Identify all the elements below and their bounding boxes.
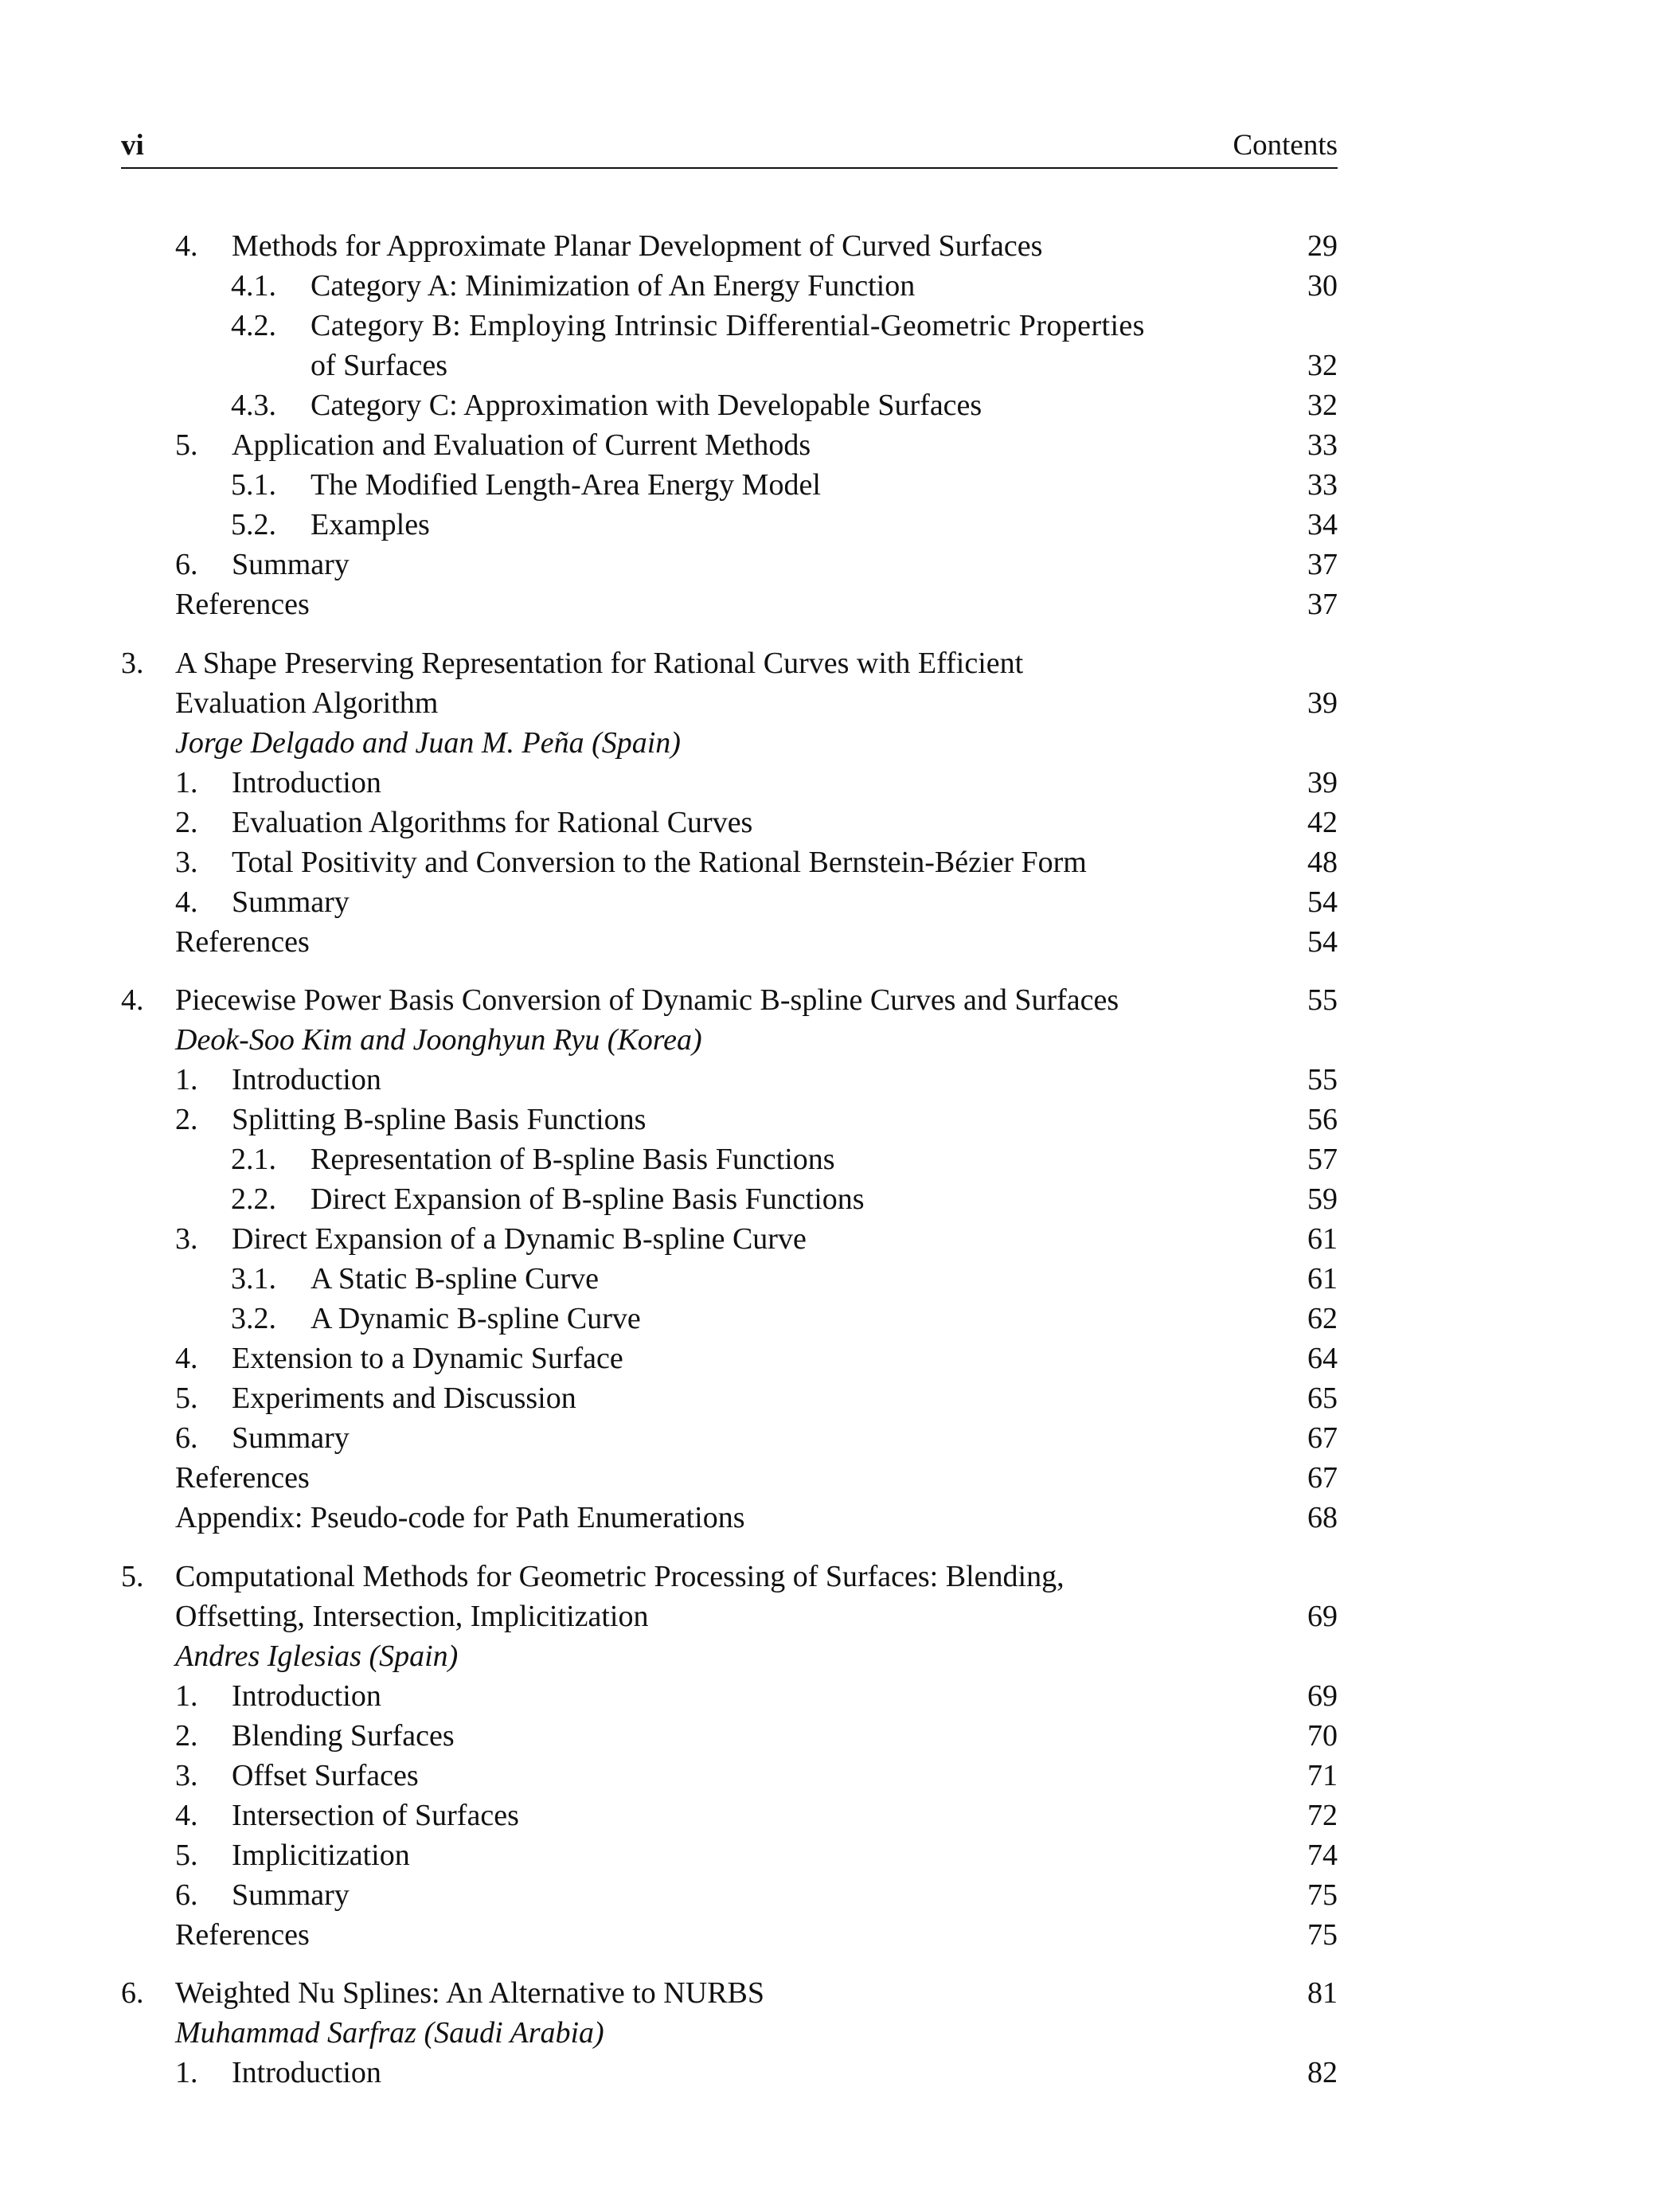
toc-chapter-author: Deok-Soo Kim and Joonghyun Ryu (Korea): [175, 1023, 702, 1057]
toc-section[interactable]: 2. Evaluation Algorithms for Rational Curves 42: [175, 806, 1338, 839]
toc-subsection[interactable]: 3.1. A Static B-spline Curve 61: [231, 1262, 1338, 1296]
toc-section[interactable]: 3. Total Positivity and Conversion to the Rational Bernstein-Bézier Form 48: [175, 846, 1338, 879]
toc-subsection[interactable]: 4.2. Category B: Employing Intrinsic Differential-Geometric Properties: [231, 309, 1145, 342]
toc-chapter[interactable]: 4. Piecewise Power Basis Conversion of Dynamic B-spline Curves and Surfaces 55: [121, 983, 1338, 1017]
toc-references[interactable]: References 75: [175, 1918, 1338, 1952]
toc-chapter[interactable]: 6. Weighted Nu Splines: An Alternative to NURBS 81: [121, 1976, 1338, 2010]
toc-section[interactable]: 3. Direct Expansion of a Dynamic B-spline Curve 61: [175, 1222, 1338, 1256]
toc-section[interactable]: 2. Splitting B-spline Basis Functions 56: [175, 1103, 1338, 1136]
toc-appendix[interactable]: Appendix: Pseudo-code for Path Enumerations 68: [175, 1501, 1338, 1534]
toc-subsection[interactable]: 2.2. Direct Expansion of B-spline Basis Functions 59: [231, 1182, 1338, 1216]
toc-subsection[interactable]: 4.1. Category A: Minimization of An Energy Function 30: [231, 269, 1338, 303]
toc-section[interactable]: 5. Experiments and Discussion 65: [175, 1382, 1338, 1415]
toc-section[interactable]: 1. Introduction 69: [175, 1679, 1338, 1713]
toc-section[interactable]: 6. Summary 75: [175, 1878, 1338, 1912]
toc-section[interactable]: 6. Summary 67: [175, 1421, 1338, 1455]
toc-references[interactable]: References 67: [175, 1461, 1338, 1495]
toc-section[interactable]: 4. Methods for Approximate Planar Development of Curved Surfaces 29: [175, 229, 1338, 263]
toc-subsection[interactable]: 5.2. Examples 34: [231, 508, 1338, 541]
toc-chapter[interactable]: 3. A Shape Preserving Representation for Rational Curves with Efficient: [121, 647, 1024, 680]
toc-subsection[interactable]: 5.1. The Modified Length-Area Energy Model 33: [231, 468, 1338, 502]
toc-section[interactable]: 5. Implicitization 74: [175, 1839, 1338, 1872]
toc-section[interactable]: 4. Summary 54: [175, 885, 1338, 919]
toc-section[interactable]: 4. Extension to a Dynamic Surface 64: [175, 1342, 1338, 1375]
toc-chapter-author: Muhammad Sarfraz (Saudi Arabia): [175, 2016, 604, 2050]
running-head: Contents: [1233, 129, 1338, 162]
toc-section[interactable]: 1. Introduction 55: [175, 1063, 1338, 1096]
toc-chapter-author: Jorge Delgado and Juan M. Peña (Spain): [175, 726, 681, 760]
page-number: vi: [121, 129, 144, 162]
toc-subsection-continued[interactable]: of Surfaces 32: [311, 349, 1338, 382]
toc-references[interactable]: References 54: [175, 925, 1338, 959]
toc-subsection[interactable]: 2.1. Representation of B-spline Basis Functions 57: [231, 1143, 1338, 1176]
toc-subsection[interactable]: 4.3. Category C: Approximation with Developable Surfaces 32: [231, 389, 1338, 422]
toc-section[interactable]: 1. Introduction 82: [175, 2056, 1338, 2089]
toc-chapter-continued[interactable]: Offsetting, Intersection, Implicitization 69: [175, 1600, 1338, 1633]
toc-section[interactable]: 3. Offset Surfaces 71: [175, 1759, 1338, 1792]
toc-section[interactable]: 1. Introduction 39: [175, 766, 1338, 799]
toc-references[interactable]: References 37: [175, 588, 1338, 621]
toc-chapter-continued[interactable]: Evaluation Algorithm 39: [175, 686, 1338, 720]
toc-chapter[interactable]: 5. Computational Methods for Geometric Processing of Surfaces: Blending,: [121, 1560, 1065, 1593]
toc-section[interactable]: 5. Application and Evaluation of Current Methods 33: [175, 428, 1338, 462]
toc-subsection[interactable]: 3.2. A Dynamic B-spline Curve 62: [231, 1302, 1338, 1335]
toc-section[interactable]: 6. Summary 37: [175, 548, 1338, 581]
toc-chapter-author: Andres Iglesias (Spain): [175, 1639, 459, 1673]
toc-section[interactable]: 2. Blending Surfaces 70: [175, 1719, 1338, 1753]
toc-section[interactable]: 4. Intersection of Surfaces 72: [175, 1799, 1338, 1832]
